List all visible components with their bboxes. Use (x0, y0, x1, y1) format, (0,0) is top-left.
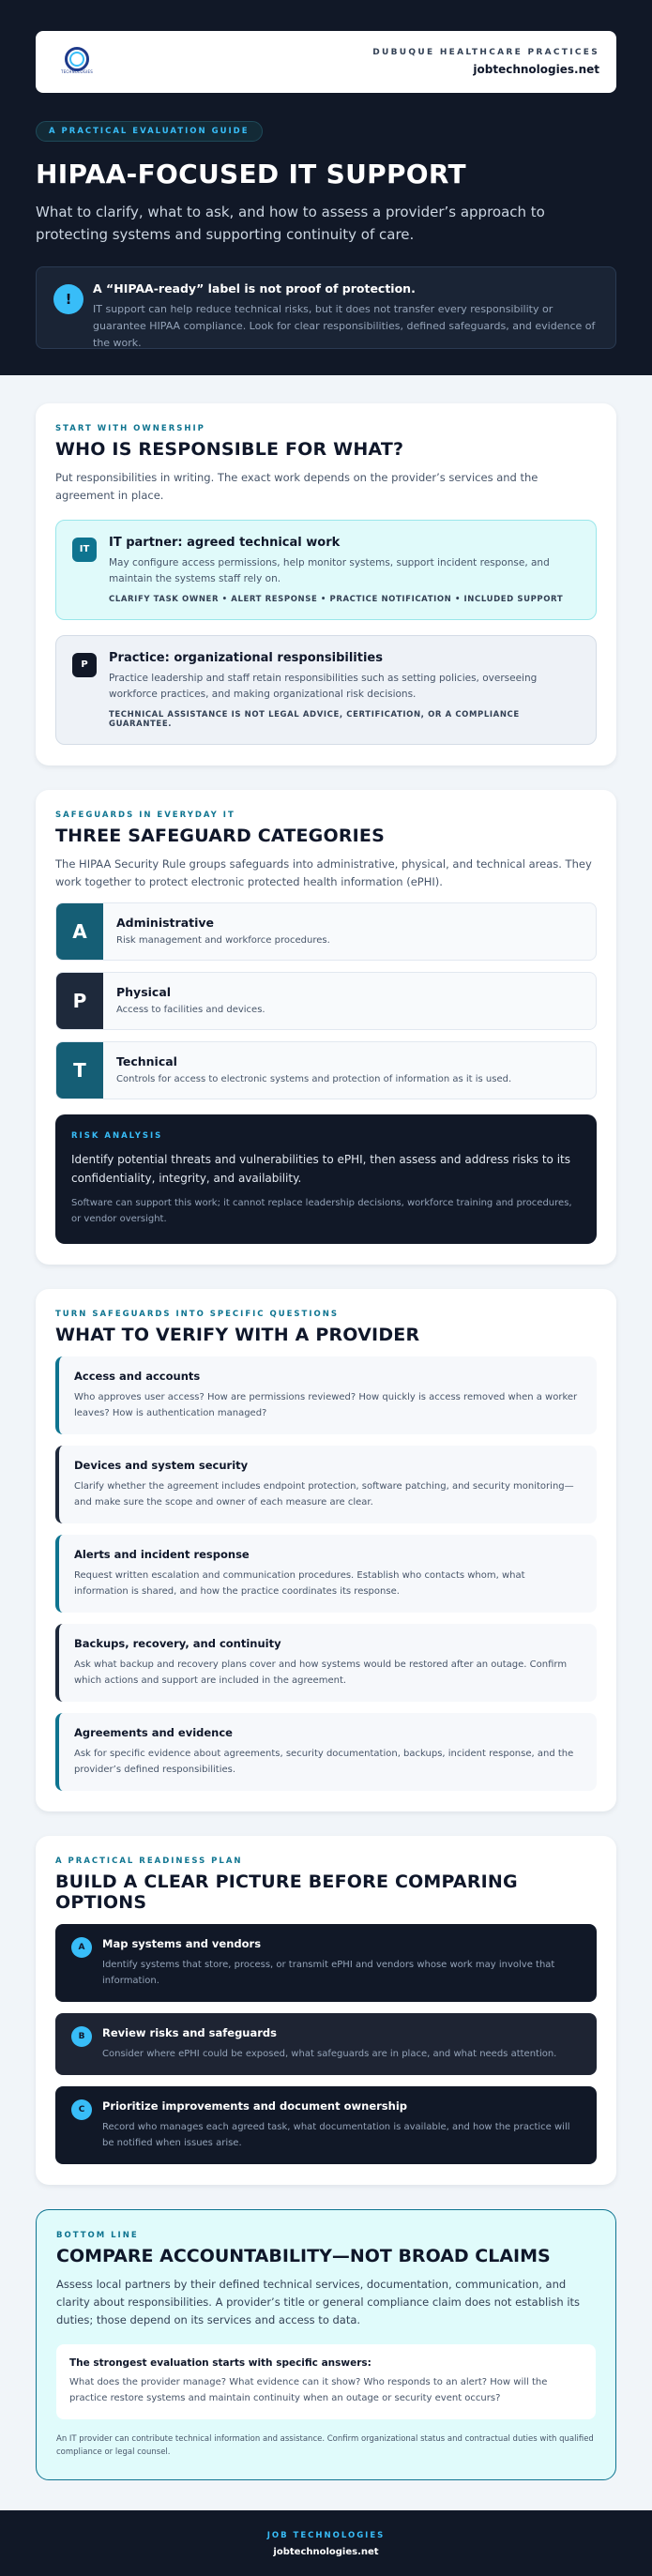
it-badge: IT (72, 538, 97, 562)
practice-box (55, 635, 597, 745)
category-administrative (55, 902, 597, 961)
alert-title: A “HIPAA-ready” label is not proof of protection. (93, 281, 416, 295)
verify-item-title: Devices and system security (74, 1459, 249, 1472)
plan-step (55, 2086, 597, 2164)
step-text: Consider where ePHI could be exposed, what safeguards are in place, and what needs attention. (102, 2049, 557, 2059)
site-header (36, 31, 616, 93)
category-title: Administrative (116, 916, 215, 930)
step-title: Prioritize improvements and document ownership (102, 2099, 408, 2113)
site-footer (0, 2510, 652, 2576)
section-intro: The HIPAA Security Rule groups safeguards into administrative, physical, and technical areas. They work together to protect electronic protected health information (ePHI). (55, 857, 592, 888)
evaluation-text: What does the provider manage? What evidence can it show? Who responds to an alert? How will the practice restore systems and maintain continuity when an outage or security event occurs? (69, 2377, 548, 2403)
footer-brand: JOB TECHNOLOGIES (266, 2531, 386, 2540)
verify-item (55, 1713, 597, 1791)
disclaimer-note: An IT provider can contribute technical information and assistance. Confirm organizational status and contractual duties with qualified compliance or legal counsel. (56, 2434, 594, 2457)
safeguards-card (36, 790, 616, 1265)
hero-section (0, 0, 652, 375)
verify-item-title: Access and accounts (74, 1370, 201, 1383)
exclamation-icon: ! (53, 284, 83, 314)
category-letter: T (56, 1042, 103, 1099)
footer-site-link[interactable]: jobtechnologies.net (273, 2547, 379, 2557)
verify-item-title: Backups, recovery, and continuity (74, 1637, 281, 1650)
practice-badge: P (72, 653, 97, 677)
verify-item (55, 1446, 597, 1523)
practice-tags: TECHNICAL ASSISTANCE IS NOT LEGAL ADVICE, CERTIFICATION, OR A COMPLIANCE GUARANTEE. (109, 710, 520, 729)
section-eyebrow: BOTTOM LINE (56, 2231, 139, 2240)
section-title: WHO IS RESPONSIBLE FOR WHAT? (55, 439, 404, 460)
step-letter: A (71, 1937, 92, 1958)
section-eyebrow: A PRACTICAL READINESS PLAN (55, 1856, 243, 1866)
company-logo[interactable] (53, 44, 101, 80)
page-subtitle: What to clarify, what to ask, and how to assess a provider’s approach to protecting systems and supporting continuity of care. (36, 204, 545, 243)
category-letter: P (56, 973, 103, 1029)
step-title: Map systems and vendors (102, 1937, 262, 1950)
verify-item (55, 1535, 597, 1613)
step-text: Identify systems that store, process, or transmit ePHI and vendors whose work may involve that information. (102, 1960, 555, 1986)
risk-analysis-box (55, 1114, 597, 1244)
plan-step (55, 1924, 597, 2002)
section-eyebrow: TURN SAFEGUARDS INTO SPECIFIC QUESTIONS (55, 1310, 339, 1319)
category-letter: A (56, 903, 103, 960)
section-eyebrow: START WITH OWNERSHIP (55, 424, 205, 433)
practice-title: Practice: organizational responsibilities (109, 651, 383, 665)
header-site-link[interactable]: jobtechnologies.net (473, 63, 599, 76)
alert-callout (36, 266, 616, 349)
category-title: Physical (116, 985, 172, 999)
risk-text: Identify potential threats and vulnerabilities to ePHI, then assess and address risks to its confidentiality, integrity, and availability. (71, 1153, 570, 1185)
risk-subtext: Software can support this work; it cannot replace leadership decisions, workforce training and procedures, or vendor oversight. (71, 1198, 572, 1224)
category-text: Controls for access to electronic systems and protection of information as it is used. (116, 1074, 512, 1084)
section-title: COMPARE ACCOUNTABILITY—NOT BROAD CLAIMS (56, 2246, 551, 2266)
category-text: Risk management and workforce procedures. (116, 935, 330, 946)
ownership-card (36, 403, 616, 765)
section-eyebrow: SAFEGUARDS IN EVERYDAY IT (55, 811, 235, 820)
guide-pill: A PRACTICAL EVALUATION GUIDE (36, 121, 263, 142)
category-text: Access to facilities and devices. (116, 1005, 265, 1015)
category-technical (55, 1041, 597, 1099)
bottom-line-card (36, 2209, 616, 2480)
verify-item-text: Request written escalation and communication procedures. Establish who contacts whom, what information is shared, and how the practice coordinates its response. (74, 1570, 525, 1597)
risk-eyebrow: RISK ANALYSIS (71, 1131, 163, 1141)
main-content (0, 375, 652, 2480)
plan-card (36, 1836, 616, 2185)
logo-text: TECHNOLOGIES (61, 69, 93, 74)
step-title: Review risks and safeguards (102, 2026, 277, 2039)
alert-text: IT support can help reduce technical risks, but it does not transfer every responsibility or guarantee HIPAA compliance. Look for clear responsibilities, defined safeguards, and evidence of the work. (93, 303, 596, 349)
verify-item-text: Clarify whether the agreement includes endpoint protection, software patching, and security monitoring—and make sure the scope and owner of each measure are clear. (74, 1481, 574, 1508)
section-title: BUILD A CLEAR PICTURE BEFORE COMPARING OPTIONS (55, 1871, 518, 1913)
plan-step (55, 2013, 597, 2075)
step-text: Record who manages each agreed task, what documentation is available, and how the practice will be notified when issues arise. (102, 2122, 570, 2148)
category-title: Technical (116, 1054, 177, 1068)
page-title: HIPAA-FOCUSED IT SUPPORT (36, 159, 466, 189)
verify-item (55, 1356, 597, 1434)
it-partner-title: IT partner: agreed technical work (109, 536, 341, 550)
header-eyebrow: DUBUQUE HEALTHCARE PRACTICES (372, 48, 599, 57)
it-partner-text: May configure access permissions, help monitor systems, support incident response, and maintain the systems staff rely on. (109, 557, 550, 584)
it-partner-tags: CLARIFY TASK OWNER • ALERT RESPONSE • PRACTICE NOTIFICATION • INCLUDED SUPPORT (109, 595, 564, 604)
verify-item-text: Ask what backup and recovery plans cover and how systems would be restored after an outage. Confirm which actions and support are included in the agreement. (74, 1659, 568, 1686)
practice-text: Practice leadership and staff retain responsibilities such as setting policies, overseeing workforce practices, and making organizational risk decisions. (109, 673, 538, 700)
verify-item-text: Who approves user access? How are permissions reviewed? How quickly is access removed when a worker leaves? How is authentication managed? (74, 1392, 578, 1418)
verify-item (55, 1624, 597, 1702)
section-intro: Assess local partners by their defined technical services, documentation, communication, and clarity about responsibilities. A provider’s title or general compliance claim does not establish its duties; those depend on its services and access to data. (56, 2278, 581, 2326)
evaluation-title: The strongest evaluation starts with specific answers: (69, 2357, 371, 2369)
category-physical (55, 972, 597, 1030)
section-intro: Put responsibilities in writing. The exact work depends on the provider’s services and the agreement in place. (55, 471, 538, 502)
evaluation-box (56, 2344, 596, 2419)
verify-item-text: Ask for specific evidence about agreements, security documentation, backups, incident response, and the provider’s defined responsibilities. (74, 1749, 574, 1775)
step-letter: C (71, 2099, 92, 2120)
verify-item-title: Alerts and incident response (74, 1548, 250, 1561)
logo-inner-ring-icon (69, 52, 84, 67)
it-partner-box (55, 520, 597, 620)
step-letter: B (71, 2026, 92, 2047)
section-title: WHAT TO VERIFY WITH A PROVIDER (55, 1325, 420, 1345)
section-title: THREE SAFEGUARD CATEGORIES (55, 826, 385, 846)
verify-item-title: Agreements and evidence (74, 1726, 233, 1739)
verify-card (36, 1289, 616, 1811)
